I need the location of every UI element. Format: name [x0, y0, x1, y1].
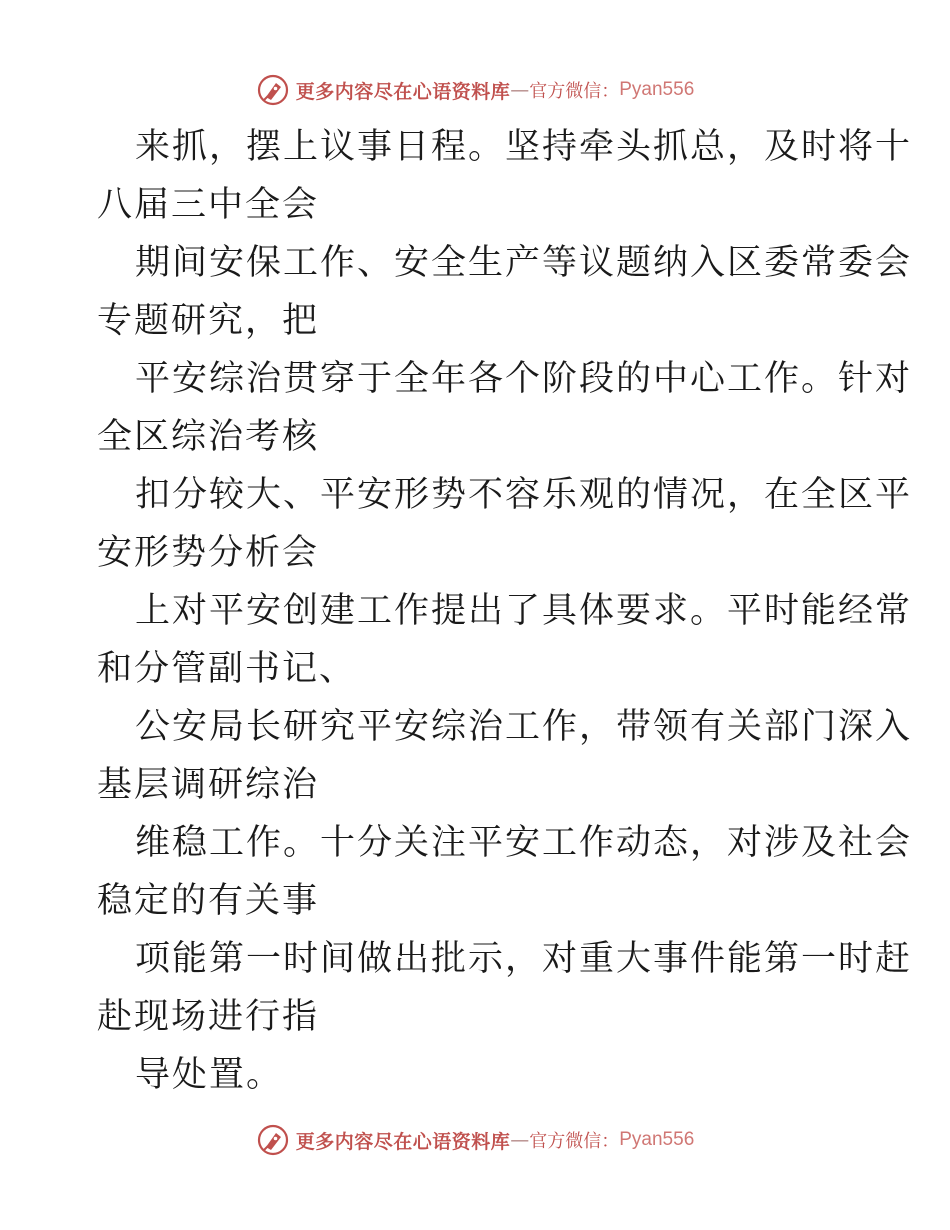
body-line: 导处置。 [135, 1055, 284, 1095]
header-banner [0, 70, 950, 110]
banner-dash: — [510, 1129, 530, 1151]
body-line: 平安综治贯穿于全年各个阶段的中心工作。针对 [135, 359, 913, 399]
document-body [97, 118, 913, 1104]
banner-wechat-label: 官方微信： [529, 81, 620, 102]
body-line: 扣分较大、平安形势不容乐观的情况，在全区平 [135, 475, 913, 515]
body-line: 专题研究，把 [97, 301, 320, 341]
banner-wechat-label: 官方微信： [529, 1131, 620, 1152]
body-line: 和分管副书记、 [97, 649, 357, 689]
body-line: 期间安保工作、安全生产等议题纳入区委常委会 [135, 243, 913, 283]
pen-nib-logo-icon [256, 1123, 290, 1157]
banner-dash: — [510, 79, 530, 101]
banner-wechat-id: Pyan556 [619, 1129, 695, 1150]
body-line: 上对平安创建工作提出了具体要求。平时能经常 [135, 591, 913, 631]
body-line: 基层调研综治 [97, 765, 320, 805]
footer-banner [0, 1120, 950, 1160]
banner-site-text: 更多内容尽在心语资料库 [295, 80, 511, 103]
pen-nib-logo-icon [256, 73, 290, 107]
body-line: 八届三中全会 [97, 185, 320, 225]
banner-wechat-id: Pyan556 [619, 79, 695, 100]
body-line: 赴现场进行指 [97, 997, 320, 1037]
body-line: 来抓，摆上议事日程。坚持牵头抓总，及时将十 [135, 127, 913, 167]
banner-site-text: 更多内容尽在心语资料库 [295, 1130, 511, 1153]
body-line: 维稳工作。十分关注平安工作动态，对涉及社会 [135, 823, 913, 863]
body-line: 全区综治考核 [97, 417, 320, 457]
body-line: 稳定的有关事 [97, 881, 320, 921]
body-line: 公安局长研究平安综治工作，带领有关部门深入 [135, 707, 913, 747]
body-line: 安形势分析会 [97, 533, 320, 573]
body-line: 项能第一时间做出批示，对重大事件能第一时赶 [135, 939, 913, 979]
